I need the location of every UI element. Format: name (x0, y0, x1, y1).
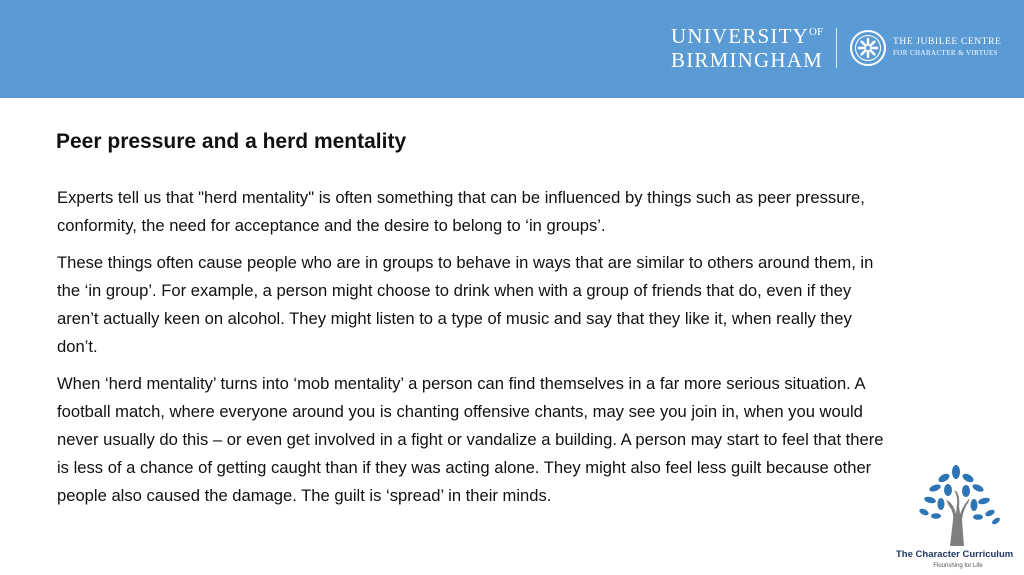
university-of-birmingham-logo (671, 26, 823, 71)
tree-icon (908, 464, 1008, 548)
logo-divider (836, 28, 837, 68)
slide-title: Peer pressure and a herd mentality (56, 130, 407, 153)
university-line1: UNIVERSITY (671, 24, 809, 48)
university-of: OF (809, 26, 824, 38)
jubilee-line1: THE JUBILEE CENTRE (893, 37, 1002, 47)
paragraph-2: These things often cause people who are in groups to behave in ways that are similar to others around them, in the ‘in group’. For example, a person might choose to drink when with a group of friends that do, even if they aren’t actually keen on alcohol. They might listen to a type of music and say that they like it, when really they don’t. (57, 253, 874, 356)
jubilee-emblem-icon (849, 29, 887, 67)
paragraph-1: Experts tell us that "herd mentality" is often something that can be influenced by things such as peer pressure, conformity, the need for acceptance and the desire to belong to ‘in groups’. (57, 188, 865, 235)
jubilee-line2: FOR CHARACTER & VIRTUES (893, 48, 998, 57)
slide-body (57, 184, 892, 519)
jubilee-centre-logo-text (893, 38, 1001, 57)
university-line2: BIRMINGHAM (671, 48, 824, 72)
curriculum-tagline: Flourishing for Life (933, 563, 983, 569)
curriculum-name: The Character Curriculum (896, 549, 1014, 560)
paragraph-3: When ‘herd mentality’ turns into ‘mob mentality’ a person can find themselves in a far more serious situation. A football match, where everyone around you is chanting offensive chants, may see you join in, when you would never usually do this – or even get involved in a fight or vandalize a building. A person may start to feel that there is less of a chance of getting caught than if they was acting alone. They might also feel less guilt because other people also caused the damage. The guilt is ‘spread’ in their minds. (57, 374, 884, 505)
character-curriculum-logo (896, 464, 1020, 575)
header-banner (0, 0, 1024, 98)
